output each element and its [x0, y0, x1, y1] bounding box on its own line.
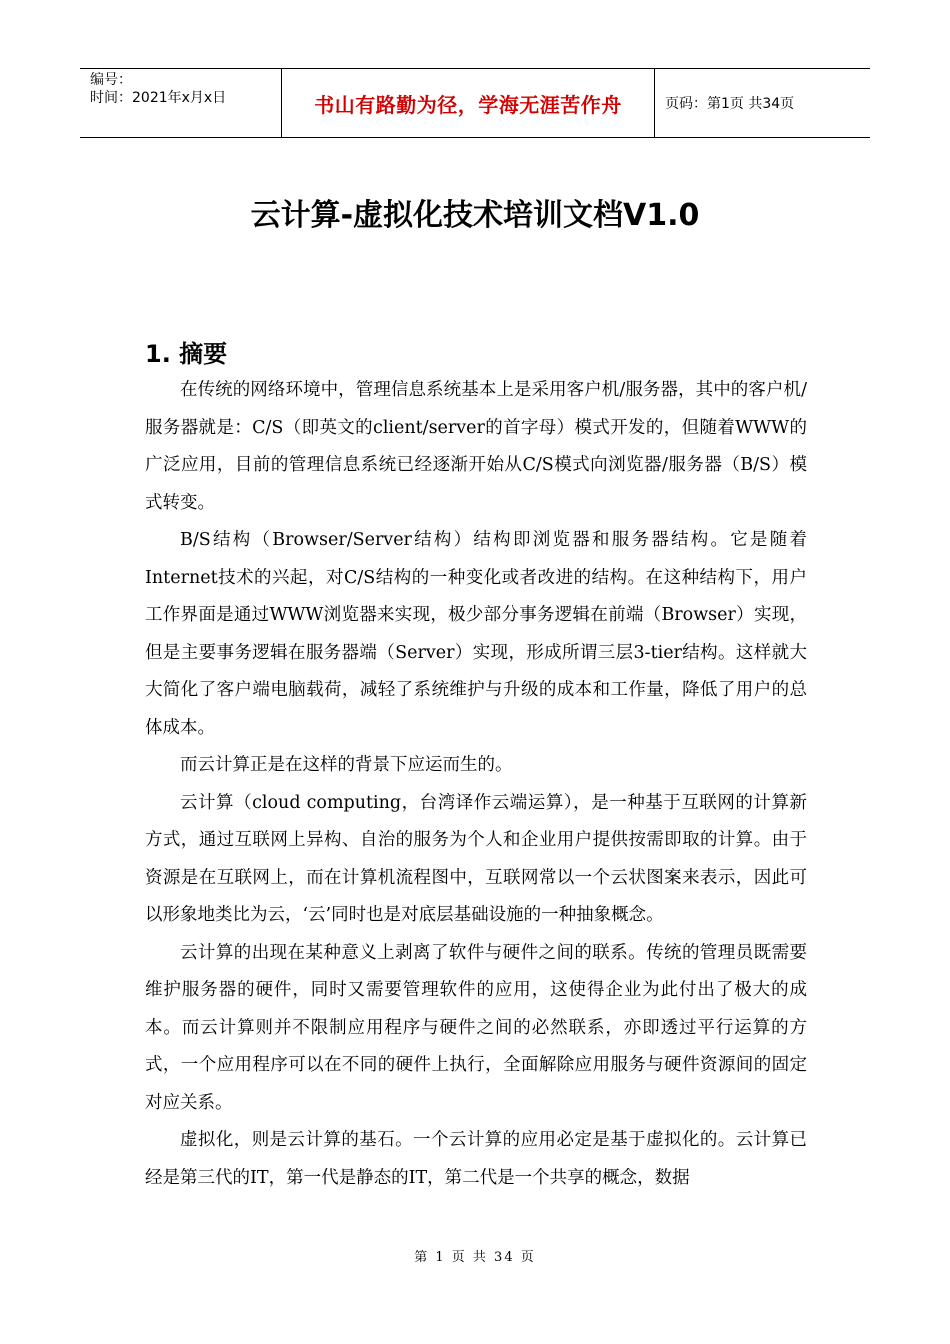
document-header [80, 68, 870, 138]
paragraph: 云计算（cloud computing，台湾译作云端运算），是一种基于互联网的计算新方式，通过互联网上异构、自治的服务为个人和企业用户提供按需即取的计算。由于资源是在互联网上，而在计算机流程图中，互联网常以一个云状图案来表示，因此可以形象地类比为云，‘云’同时也是对底层基础设施的一种抽象概念。 [145, 792, 807, 925]
header-motto: 书山有路勤为径，学海无涯苦作舟 [314, 92, 622, 117]
section-body [145, 372, 807, 1197]
header-time-label: 时间：2021年x月x日 [90, 90, 227, 106]
paragraph: 在传统的网络环境中，管理信息系统基本上是采用客户机/服务器，其中的客户机/服务器就是：C/S（即英文的client/server的首字母）模式开发的，但随着WWW的广泛应用，目前的管理信息系统已经逐渐开始从C/S模式向浏览器/服务器（B/S）模式转变。 [145, 380, 807, 513]
document-title: 云计算-虚拟化技术培训文档V1.0 [250, 198, 700, 233]
header-motto-cell [281, 69, 655, 137]
header-meta-cell [80, 69, 281, 137]
paragraph: 而云计算正是在这样的背景下应运而生的。 [180, 755, 513, 775]
page-footer: 第 1 页 共 34 页 [414, 1250, 536, 1265]
header-number-label: 编号： [90, 72, 132, 88]
header-page-info-cell [655, 69, 870, 137]
section-heading: 1. 摘要 [145, 340, 228, 368]
header-page-info: 页码：第1页 共34页 [665, 96, 795, 112]
paragraph: 云计算的出现在某种意义上剥离了软件与硬件之间的联系。传统的管理员既需要维护服务器的硬件，同时又需要管理软件的应用，这使得企业为此付出了极大的成本。而云计算则并不限制应用程序与硬件之间的必然联系，亦即透过平行运算的方式，一个应用程序可以在不同的硬件上执行，全面解除应用服务与硬件资源间的固定对应关系。 [145, 942, 807, 1113]
paragraph: B/S结构（Browser/Server结构）结构即浏览器和服务器结构。它是随着Internet技术的兴起，对C/S结构的一种变化或者改进的结构。在这种结构下，用户工作界面是通过WWW浏览器来实现，极少部分事务逻辑在前端（Browser）实现，但是主要事务逻辑在服务器端（Server）实现，形成所谓三层3-tier结构。这样就大大简化了客户端电脑载荷，减轻了系统维护与升级的成本和工作量，降低了用户的总体成本。 [145, 530, 807, 738]
paragraph: 虚拟化，则是云计算的基石。一个云计算的应用必定是基于虚拟化的。云计算已经是第三代的IT，第一代是静态的IT，第二代是一个共享的概念，数据 [145, 1130, 807, 1188]
